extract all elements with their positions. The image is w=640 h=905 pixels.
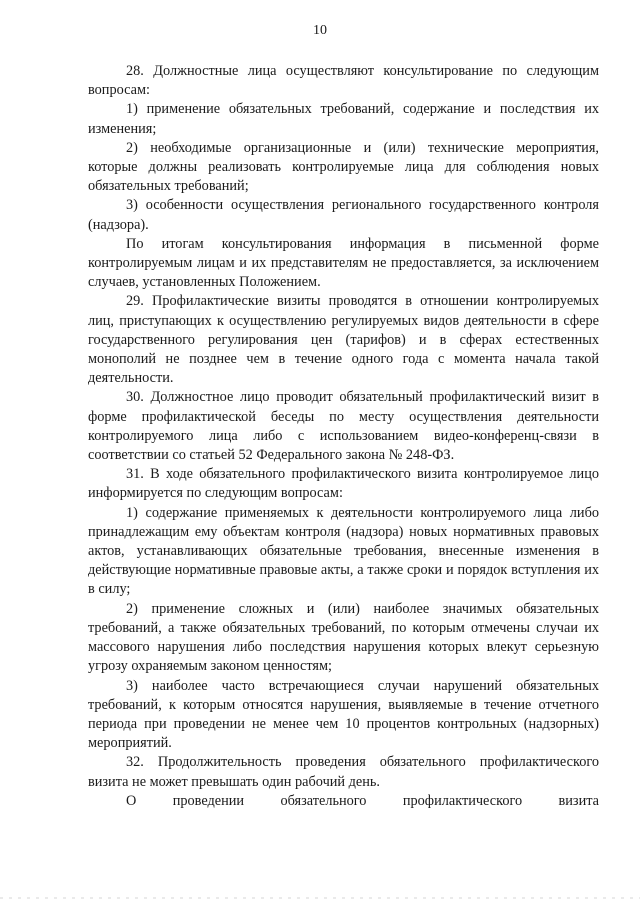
paragraph-31: 31. В ходе обязательного профилактического визита контролируемое лицо информируется по следующим вопросам: [88, 466, 599, 502]
paragraph-31-item-3: 3) наиболее часто встречающиеся случаи нарушений обязательных требований, к которым относятся нарушения, выявляемые в течение отчетного периода при проведении не менее чем 10 процентов контрольных (надзорных) мероприятий. [88, 677, 599, 752]
paragraph-32: 32. Продолжительность проведения обязательного профилактического визита не может превышать один рабочий день. [88, 754, 599, 790]
paragraph-31-item-2: 2) применение сложных и (или) наиболее значимых обязательных требований, а также обязательных требований, по которым отмечены случаи их массового нарушения либо последствия нарушения которых влекут серьезную угрозу охраняемым законом ценностям; [88, 600, 599, 675]
scan-edge-artifact [0, 897, 640, 899]
paragraph-28: 28. Должностные лица осуществляют консультирование по следующим вопросам: [88, 63, 599, 99]
paragraph-28-item-3: 3) особенности осуществления регионального государственного контроля (надзора). [88, 197, 599, 233]
paragraph-28-item-1: 1) применение обязательных требований, содержание и последствия их изменения; [88, 101, 599, 137]
paragraph-28-item-2: 2) необходимые организационные и (или) технические мероприятия, которые должны реализовать контролируемые лица для соблюдения новых обязательных требований; [88, 139, 599, 195]
paragraph-consultation-result: По итогам консультирования информация в письменной форме контролируемым лицам и их представителям не предоставляется, за исключением случаев, установленных Положением. [88, 235, 599, 291]
document-body [88, 62, 599, 811]
paragraph-29: 29. Профилактические визиты проводятся в отношении контролируемых лиц, приступающих к осуществлению регулируемых видов деятельности в сфере государственного регулирования цен (тарифов) и в сферах естественных монополий не позднее чем в течение одного года с момента начала такой деятельности. [88, 293, 599, 387]
page-number: 10 [313, 23, 327, 38]
paragraph-30: 30. Должностное лицо проводит обязательный профилактический визит в форме профилактической беседы по месту осуществления деятельности контролируемого лица либо с использованием видео-конференц-связи в соответствии со статьей 52 Федерального закона № 248-ФЗ. [88, 389, 599, 464]
paragraph-visit-notice: О проведении обязательного профилактического визита [126, 792, 599, 809]
paragraph-31-item-1: 1) содержание применяемых к деятельности контролируемого лица либо принадлежащим ему объектам контроля (надзора) новых нормативных правовых актов, устанавливающих обязательные требования, внесенные изменения в действующие нормативные правовые акты, а также сроки и порядок вступления их в силу; [88, 504, 599, 598]
